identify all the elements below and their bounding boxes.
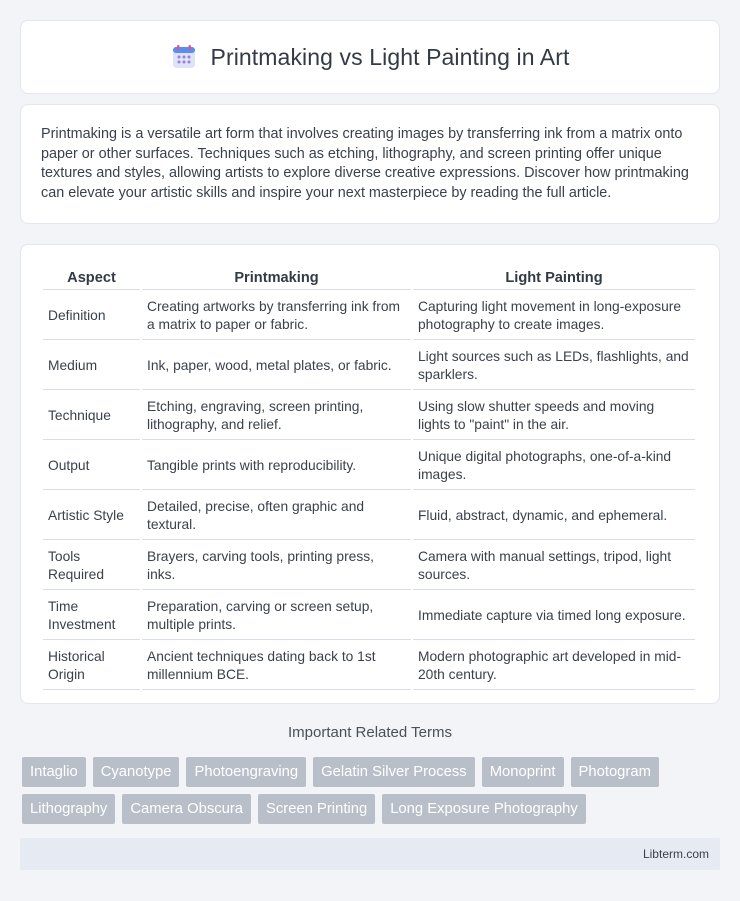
aspect-cell: Definition [43, 292, 140, 340]
table-row [43, 542, 695, 590]
term-tag-long-exposure-photography[interactable]: Long Exposure Photography [382, 794, 586, 824]
related-terms-list [22, 757, 722, 824]
printmaking-cell: Detailed, precise, often graphic and textural. [142, 492, 411, 540]
table-row [43, 442, 695, 490]
light-painting-cell: Immediate capture via timed long exposure. [413, 592, 695, 640]
aspect-cell: Technique [43, 392, 140, 440]
aspect-cell: Tools Required [43, 542, 140, 590]
comparison-card [20, 244, 720, 704]
footer [20, 838, 720, 870]
table-row [43, 342, 695, 390]
calendar-icon [171, 44, 197, 70]
table-row [43, 592, 695, 640]
page-title: Printmaking vs Light Painting in Art [210, 43, 570, 70]
term-tag-cyanotype[interactable]: Cyanotype [93, 757, 180, 787]
title-wrap [171, 44, 570, 71]
intro-text: Printmaking is a versatile art form that involves creating images by transferring ink from a matrix onto paper or other surfaces. Techniques such as etching, lithography, and screen printing offer unique textures and styles, allowing artists to explore diverse creative expressions. Discover how printmaking can elevate your artistic skills and inspire your next masterpiece by reading the full article. [41, 126, 689, 201]
table-row [43, 642, 695, 690]
term-tag-monoprint[interactable]: Monoprint [482, 757, 564, 787]
aspect-cell: Output [43, 442, 140, 490]
term-tag-screen-printing[interactable]: Screen Printing [258, 794, 375, 824]
intro-card [20, 104, 720, 224]
light-painting-cell: Capturing light movement in long-exposure photography to create images. [413, 292, 695, 340]
light-painting-cell: Using slow shutter speeds and moving lights to "paint" in the air. [413, 392, 695, 440]
table-header-row [43, 266, 695, 290]
header-aspect: Aspect [43, 266, 140, 290]
light-painting-cell: Light sources such as LEDs, flashlights, and sparklers. [413, 342, 695, 390]
table-row [43, 292, 695, 340]
printmaking-cell: Etching, engraving, screen printing, lithography, and relief. [142, 392, 411, 440]
aspect-cell: Time Investment [43, 592, 140, 640]
light-painting-cell: Camera with manual settings, tripod, light sources. [413, 542, 695, 590]
header-card [20, 20, 720, 94]
term-tag-photoengraving[interactable]: Photoengraving [186, 757, 306, 787]
header-printmaking: Printmaking [142, 266, 411, 290]
light-painting-cell: Unique digital photographs, one-of-a-kind images. [413, 442, 695, 490]
table-row [43, 392, 695, 440]
term-tag-photogram[interactable]: Photogram [571, 757, 659, 787]
table-row [43, 492, 695, 540]
term-tag-intaglio[interactable]: Intaglio [22, 757, 86, 787]
printmaking-cell: Creating artworks by transferring ink from a matrix to paper or fabric. [142, 292, 411, 340]
printmaking-cell: Ancient techniques dating back to 1st millennium BCE. [142, 642, 411, 690]
term-tag-gelatin-silver-process[interactable]: Gelatin Silver Process [313, 757, 475, 787]
term-tag-lithography[interactable]: Lithography [22, 794, 115, 824]
header-light-painting: Light Painting [413, 266, 695, 290]
printmaking-cell: Ink, paper, wood, metal plates, or fabric. [142, 342, 411, 390]
aspect-cell: Medium [43, 342, 140, 390]
light-painting-cell: Modern photographic art developed in mid-20th century. [413, 642, 695, 690]
footer-site-link[interactable]: Libterm.com [642, 847, 709, 861]
printmaking-cell: Brayers, carving tools, printing press, inks. [142, 542, 411, 590]
printmaking-cell: Tangible prints with reproducibility. [142, 442, 411, 490]
printmaking-cell: Preparation, carving or screen setup, multiple prints. [142, 592, 411, 640]
comparison-table [41, 264, 697, 692]
aspect-cell: Historical Origin [43, 642, 140, 690]
term-tag-camera-obscura[interactable]: Camera Obscura [122, 794, 251, 824]
aspect-cell: Artistic Style [43, 492, 140, 540]
light-painting-cell: Fluid, abstract, dynamic, and ephemeral. [413, 492, 695, 540]
related-terms-title: Important Related Terms [288, 724, 452, 741]
